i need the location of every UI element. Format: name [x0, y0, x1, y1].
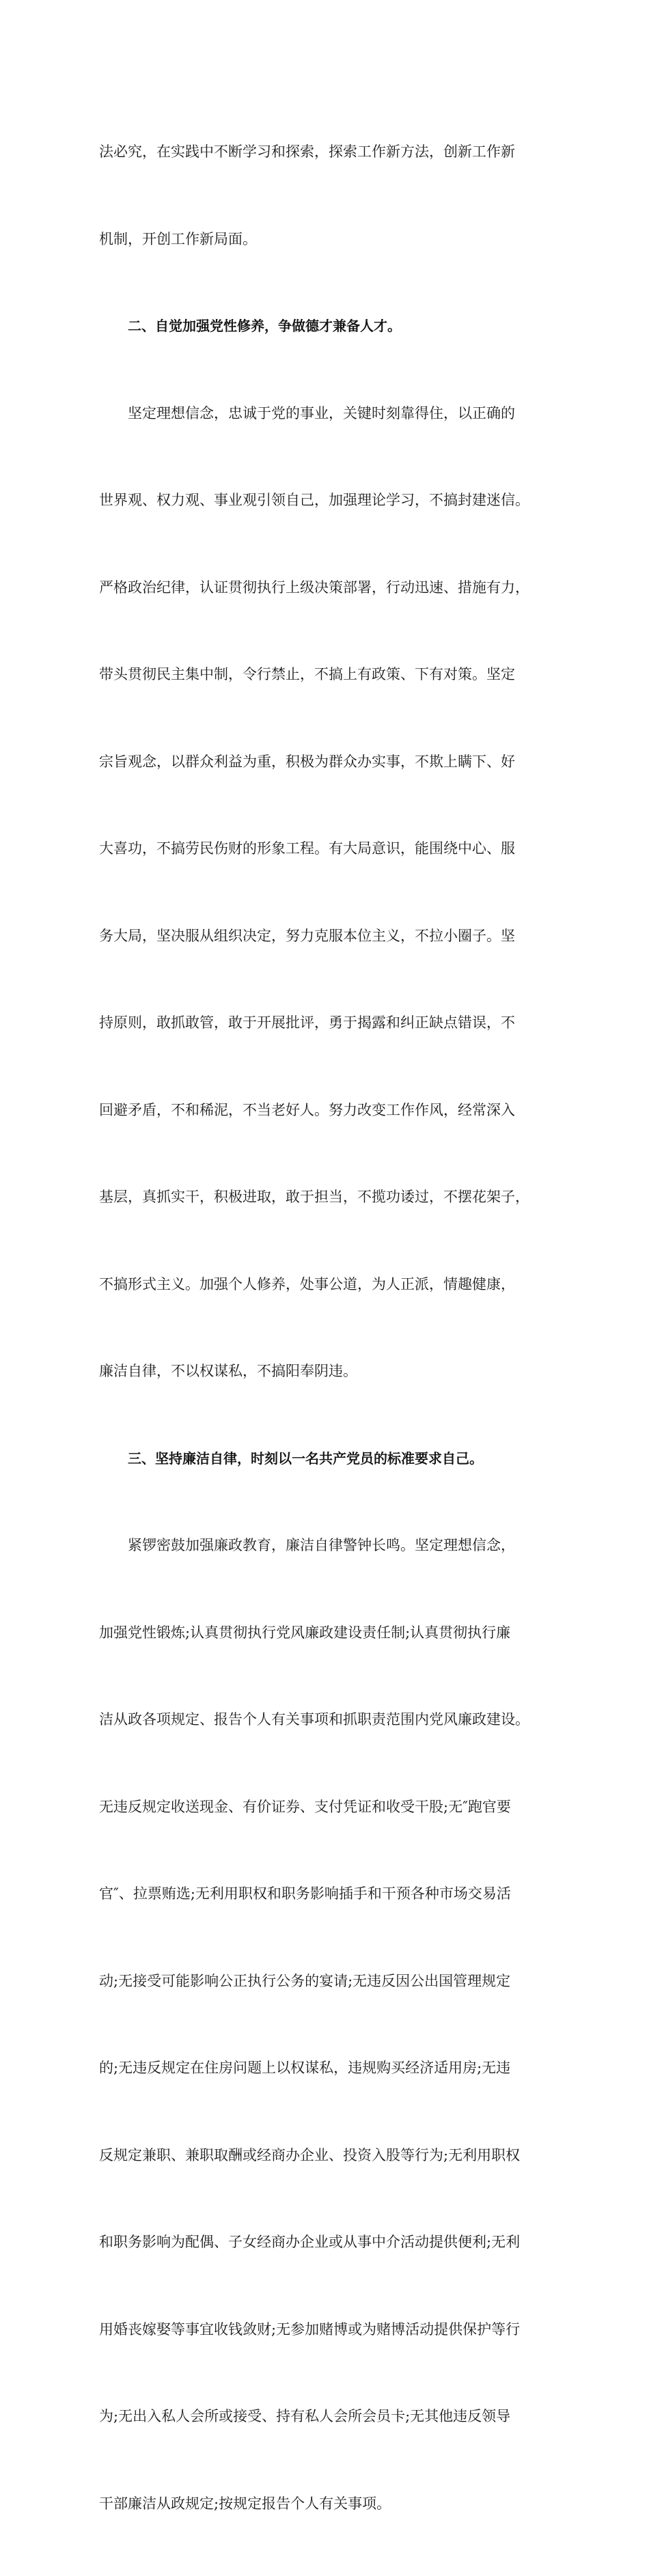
text-line: 持原则，敢抓敢管，敢于开展批评，勇于揭露和纠正缺点错误，不: [99, 1014, 515, 1031]
text-line: 基层，真抓实干，积极进取，敢于担当，不揽功诿过，不摆花架子，: [99, 1189, 529, 1205]
text-line: 反规定兼职、兼职取酬或经商办企业、投资入股等行为;无利用职权: [99, 2146, 521, 2163]
section-heading-2: 二、自觉加强党性修养，争做德才兼备人才。: [128, 318, 401, 334]
text-line: 和职务影响为配偶、子女经商办企业或从事中介活动提供便利;无利: [99, 2234, 521, 2250]
text-line: 法必究，在实践中不断学习和探索，探索工作新方法，创新工作新: [99, 143, 515, 160]
text-line: 动;无接受可能影响公正执行公务的宴请;无违反因公出国管理规定: [99, 1972, 511, 1989]
text-line: 紧锣密鼓加强廉政教育，廉洁自律警钟长鸣。坚定理想信念，: [128, 1537, 515, 1553]
text-line: 干部廉洁从政规定;按规定报告个人有关事项。: [99, 2495, 391, 2512]
text-line: 不搞形式主义。加强个人修养，处事公道，为人正派，情趣健康，: [99, 1275, 515, 1292]
text-line: 宗旨观念，以群众利益为重，积极为群众办实事，不欺上瞒下、好: [99, 753, 515, 770]
paragraph-continuation: [99, 79, 550, 311]
text-line: 世界观、权力观、事业观引领自己，加强理论学习，不搞封建迷信。: [99, 492, 529, 508]
text-line: 回避矛盾，不和稀泥，不当老好人。努力改变工作作风，经常深入: [99, 1101, 515, 1118]
text-line: 无违反规定收送现金、有价证券、支付凭证和收受干股;无″跑官要: [99, 1798, 511, 1815]
paragraph-section-3: [99, 1473, 550, 2576]
text-line: 洁从政各项规定、报告个人有关事项和抓职责范围内党风廉政建设。: [99, 1711, 529, 1728]
text-line: 廉洁自律，不以权谋私，不搞阳奉阴违。: [99, 1363, 357, 1379]
text-line: 坚定理想信念，忠诚于党的事业，关键时刻靠得住，以正确的: [128, 404, 515, 421]
document-body: [99, 79, 550, 2576]
text-line: 严格政治纪律，认证贯彻执行上级决策部署，行动迅速、措施有力，: [99, 579, 529, 596]
text-line: 加强党性锻炼;认真贯彻执行党风廉政建设责任制;认真贯彻执行廉: [99, 1624, 511, 1641]
text-line: 务大局，坚决服从组织决定，努力克服本位主义，不拉小圈子。坚: [99, 927, 515, 944]
text-line: 用婚丧嫁娶等事宜收钱敛财;无参加赌博或为赌博活动提供保护等行: [99, 2321, 521, 2338]
text-line: 官″、拉票贿选;无利用职权和职务影响插手和干预各种市场交易活: [99, 1885, 511, 1902]
section-heading-3: 三、坚持廉洁自律，时刻以一名共产党员的标准要求自己。: [128, 1450, 483, 1467]
paragraph-section-2: [99, 341, 550, 1444]
text-line: 的;无违反规定在住房问题上以权谋私，违规购买经济适用房;无违: [99, 2060, 511, 2076]
text-line: 为;无出入私人会所或接受、持有私人会所会员卡;无其他违反领导: [99, 2408, 511, 2424]
text-line: 大喜功，不搞劳民伤财的形象工程。有大局意识，能围绕中心、服: [99, 840, 515, 857]
text-line: 机制，开创工作新局面。: [99, 230, 257, 247]
text-line: 带头贯彻民主集中制，令行禁止，不搞上有政策、下有对策。坚定: [99, 666, 515, 682]
